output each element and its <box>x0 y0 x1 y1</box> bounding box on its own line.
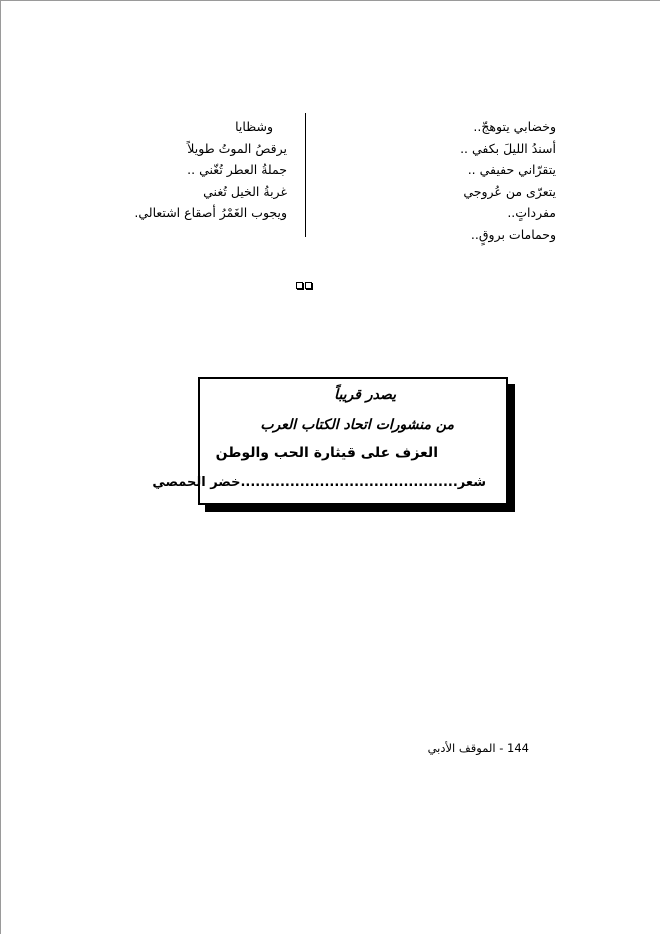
notice-author: شعر............................................خضر الحمصي <box>152 475 486 490</box>
notice-heading: يصدر قريباً <box>334 387 396 403</box>
poem-line: وحمامات بروقٍ.. <box>470 226 556 242</box>
poem-line: وشظايا <box>235 119 273 134</box>
page-footer: 144 - الموقف الأدبي <box>427 741 529 755</box>
poem-line: يرقصُ الموتُ طويلاً <box>187 140 287 156</box>
square-ornament-icon <box>296 282 303 289</box>
poem-left-column <box>134 116 287 224</box>
section-separator-ornament <box>296 282 312 289</box>
poem-line: أسندُ الليلَ بكفي .. <box>460 140 556 156</box>
square-ornament-icon <box>305 282 312 289</box>
poem-line: مفرداتٍ.. <box>507 205 556 220</box>
poem-line: وخضابي يتوهجّ.. <box>473 119 556 134</box>
poem-line: يتقرّاني حفيفي .. <box>467 162 556 177</box>
poem-line: غربةُ الخيل تُغني <box>203 183 287 199</box>
poem-right-column <box>460 116 556 245</box>
poem-line: جملةُ العطر تُغّني .. <box>187 162 287 177</box>
notice-publisher: من منشورات اتحاد الكتاب العرب <box>260 417 454 433</box>
notice-book-title: العزف على قيثارة الحب والوطن <box>215 445 438 461</box>
column-divider <box>305 113 306 237</box>
poem-line: ويجوب الغَمْرُ أصقاع اشتعالي. <box>134 205 287 220</box>
coming-soon-notice <box>152 377 508 505</box>
poem-line: يتعرّى من عُروجي <box>463 183 556 199</box>
